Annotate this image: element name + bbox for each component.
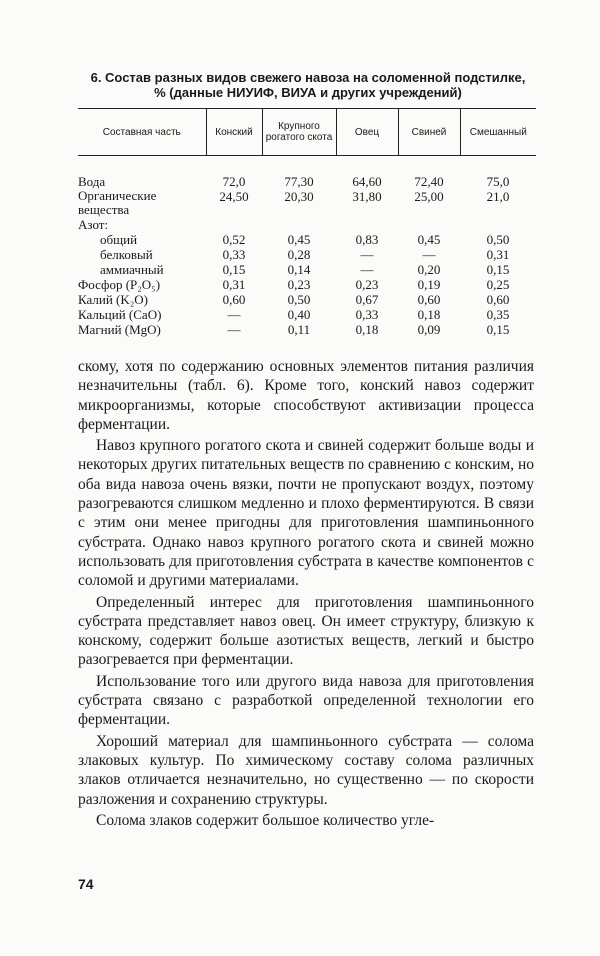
manure-composition-table (78, 108, 536, 337)
header-component: Составная часть (78, 109, 206, 156)
cell (206, 217, 262, 232)
page-number: 74 (78, 876, 94, 892)
cell: 0,18 (417, 307, 441, 322)
cell: 72,0 (222, 174, 246, 189)
row-label: Вода (78, 174, 106, 189)
cell: 0,11 (287, 322, 311, 337)
row-label: Калий (K₂O) (78, 292, 149, 307)
cell: 0,33 (222, 247, 246, 262)
cell: 72,40 (414, 174, 444, 189)
cell: — (227, 322, 241, 337)
cell: — (360, 247, 374, 262)
paragraph: Солома злаков содержит большое количество угле- (96, 811, 435, 829)
cell: 75,0 (486, 174, 510, 189)
table-row (78, 322, 536, 337)
table-row (78, 277, 536, 292)
cell: 0,83 (355, 232, 379, 247)
paragraph: Использование того или другого вида навоза для приготовления субстрата связано с разработкой определенной технологии его ферментации. (78, 672, 534, 729)
cell: 0,15 (486, 322, 510, 337)
cell: 0,50 (486, 232, 510, 247)
cell: 0,40 (287, 307, 311, 322)
row-label: Кальций (CaO) (78, 307, 162, 322)
row-label: общий (100, 232, 138, 247)
cell: 0,28 (287, 247, 311, 262)
cell: 0,67 (355, 292, 379, 307)
cell: 0,15 (222, 262, 246, 277)
cell: — (422, 247, 436, 262)
cell: 20,30 (284, 189, 314, 204)
cell: 0,50 (287, 292, 311, 307)
cell: 21,0 (486, 189, 510, 204)
table-caption (78, 70, 538, 100)
cell: 0,45 (287, 232, 311, 247)
table-row (78, 292, 536, 307)
header-horse: Конский (206, 109, 262, 156)
table-row (78, 247, 536, 262)
cell: 0,31 (222, 277, 246, 292)
header-mixed: Смешанный (460, 109, 536, 156)
row-label: аммиачный (100, 262, 164, 277)
cell: 0,14 (287, 262, 311, 277)
cell (398, 217, 460, 232)
table-caption-line-1: 6. Состав разных видов свежего навоза на соломенной подстилке, (90, 70, 526, 85)
cell: 25,00 (414, 189, 444, 204)
cell: 0,60 (222, 292, 246, 307)
header-pig: Свиней (398, 109, 460, 156)
row-label: Органические вещества (78, 188, 157, 217)
cell: 64,60 (352, 174, 382, 189)
table-row (78, 217, 536, 232)
cell (262, 217, 336, 232)
cell: 0,09 (417, 322, 441, 337)
table-row (78, 307, 536, 322)
cell: 0,25 (486, 277, 510, 292)
cell: 77,30 (284, 174, 314, 189)
cell: 0,15 (486, 262, 510, 277)
table-row (78, 232, 536, 247)
cell: 0,60 (486, 292, 510, 307)
cell: 0,20 (417, 262, 441, 277)
paragraph: Навоз крупного рогатого скота и свиней содержит больше воды и некоторых других питательных веществ по сравнению с конским, но оба вида навоза очень вязки, почти не пропускают воздух, поэтому разогреваются слишком медленно и плохо ферментируются. В связи с этим они менее пригодны для приготовления шампиньонного субстрата. Однако навоз крупного рогатого скота и свиней можно использовать для приготовления субстрата в качестве компонентов с соломой и другими материалами. (78, 437, 534, 590)
row-label: Магний (MgO) (78, 322, 161, 337)
header-cattle: Крупного рогатого скота (262, 109, 336, 156)
cell: 0,52 (222, 232, 246, 247)
row-label: Азот: (78, 217, 109, 232)
table-header-row (78, 109, 536, 156)
cell: 31,80 (352, 189, 382, 204)
row-label: Фосфор (P₂O₅) (78, 277, 161, 292)
cell: 0,31 (486, 247, 510, 262)
cell: — (227, 307, 241, 322)
cell: 0,23 (355, 277, 379, 292)
paragraph: Определенный интерес для приготовления шампиньонного субстрата представляет навоз овец. Он имеет структуру, близкую к конскому, содержит больше азотистых веществ, легкий и быстро разогревается при ферментации. (78, 593, 534, 669)
cell (460, 217, 536, 232)
cell: 0,23 (287, 277, 311, 292)
body-text (78, 357, 534, 830)
cell: — (360, 262, 374, 277)
paragraph: скому, хотя по содержанию основных элементов питания различия незначительны (табл. 6). Кроме того, конский навоз содержит микроорганизмы, которые способствуют активизации процесса ферментации. (78, 358, 534, 433)
row-label: белковый (100, 247, 153, 262)
cell: 0,35 (486, 307, 510, 322)
cell: 0,60 (417, 292, 441, 307)
cell: 24,50 (219, 189, 249, 204)
cell: 0,18 (355, 322, 379, 337)
table-row (78, 189, 536, 217)
table-caption-line-2: % (данные НИУИФ, ВИУА и других учреждений) (154, 85, 462, 100)
paragraph: Хороший материал для шампиньонного субстрата — солома злаковых культур. По химическому составу солома различных злаков отличается незначительно, но существенно — по скорости разложения и сохранению структуры. (78, 732, 534, 808)
cell: 0,45 (417, 232, 441, 247)
cell (336, 217, 398, 232)
table-row (78, 262, 536, 277)
table-row (78, 156, 536, 190)
header-sheep: Овец (336, 109, 398, 156)
cell: 0,33 (355, 307, 379, 322)
cell: 0,19 (417, 277, 441, 292)
